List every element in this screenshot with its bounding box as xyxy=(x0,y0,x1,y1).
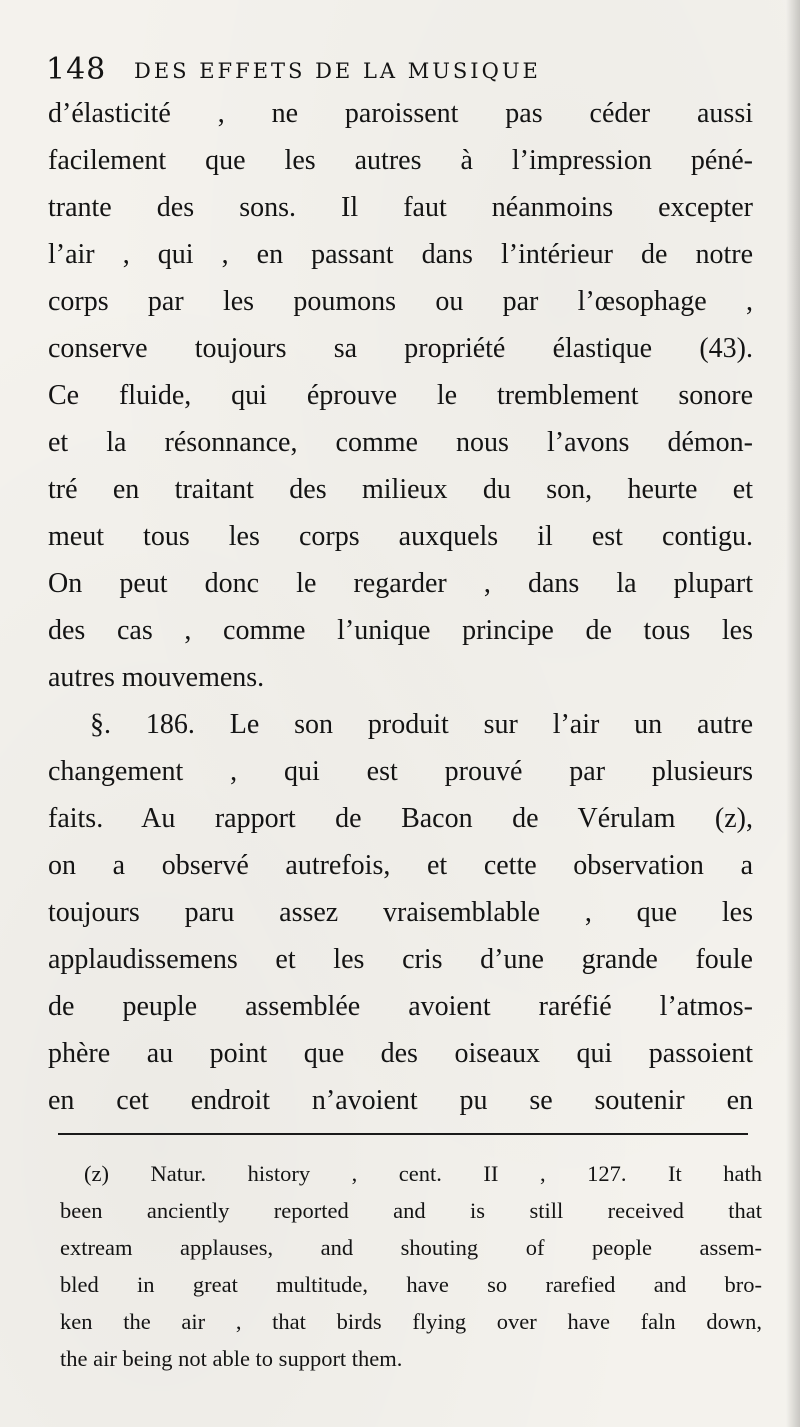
paragraph-line: de peuple assemblée avoient raréfié l’atmos- xyxy=(48,991,753,1022)
footnote-line: been anciently reported and is still received that xyxy=(60,1198,762,1223)
paragraph-line: en cet endroit n’avoient pu se soutenir en xyxy=(48,1085,753,1116)
paragraph-line: faits. Au rapport de Bacon de Vérulam (z), xyxy=(48,803,753,834)
footnote-line: the air being not able to support them. xyxy=(60,1346,403,1371)
text-line: trante des sons. Il faut néanmoins excepter xyxy=(48,192,753,223)
paragraph-line: on a observé autrefois, et cette observation a xyxy=(48,850,753,881)
paragraph-line: changement , qui est prouvé par plusieurs xyxy=(48,756,753,787)
footnote-line: ken the air , that birds flying over have faln down, xyxy=(60,1309,762,1334)
text-line: corps par les poumons ou par l’œsophage , xyxy=(48,286,753,317)
footnote-line: bled in great multitude, have so rarefied and bro- xyxy=(60,1272,762,1297)
text-line: On peut donc le regarder , dans la plupart xyxy=(48,568,753,599)
text-line: facilement que les autres à l’impression péné- xyxy=(48,145,753,176)
paragraph-line: phère au point que des oiseaux qui passoient xyxy=(48,1038,753,1069)
footnote-divider xyxy=(58,1133,748,1135)
page-header xyxy=(46,52,766,92)
text-line: Ce fluide, qui éprouve le tremblement sonore xyxy=(48,380,753,411)
body-text xyxy=(48,90,753,1124)
running-head: DES EFFETS DE LA MUSIQUE xyxy=(134,59,541,83)
page-edge-shadow xyxy=(786,0,800,1427)
paragraph-line: toujours paru assez vraisemblable , que les xyxy=(48,897,753,928)
text-line: des cas , comme l’unique principe de tous les xyxy=(48,615,753,646)
paragraph-line: applaudissemens et les cris d’une grande foule xyxy=(48,944,753,975)
footnote-line: (z) Natur. history , cent. II , 127. It hath xyxy=(84,1161,762,1186)
text-line: et la résonnance, comme nous l’avons démon- xyxy=(48,427,753,458)
footnote-line: extream applauses, and shouting of people assem- xyxy=(60,1235,762,1260)
text-line: l’air , qui , en passant dans l’intérieur de notre xyxy=(48,239,753,270)
paragraph-line: §. 186. Le son produit sur l’air un autre xyxy=(90,709,753,740)
text-line: conserve toujours sa propriété élastique (43). xyxy=(48,333,753,364)
footnote xyxy=(60,1155,762,1377)
text-line: autres mouvemens. xyxy=(48,662,265,693)
text-line: meut tous les corps auxquels il est contigu. xyxy=(48,521,753,552)
page-number: 148 xyxy=(46,52,107,87)
text-line: d’élasticité , ne paroissent pas céder aussi xyxy=(48,98,753,129)
text-line: tré en traitant des milieux du son, heurte et xyxy=(48,474,753,505)
